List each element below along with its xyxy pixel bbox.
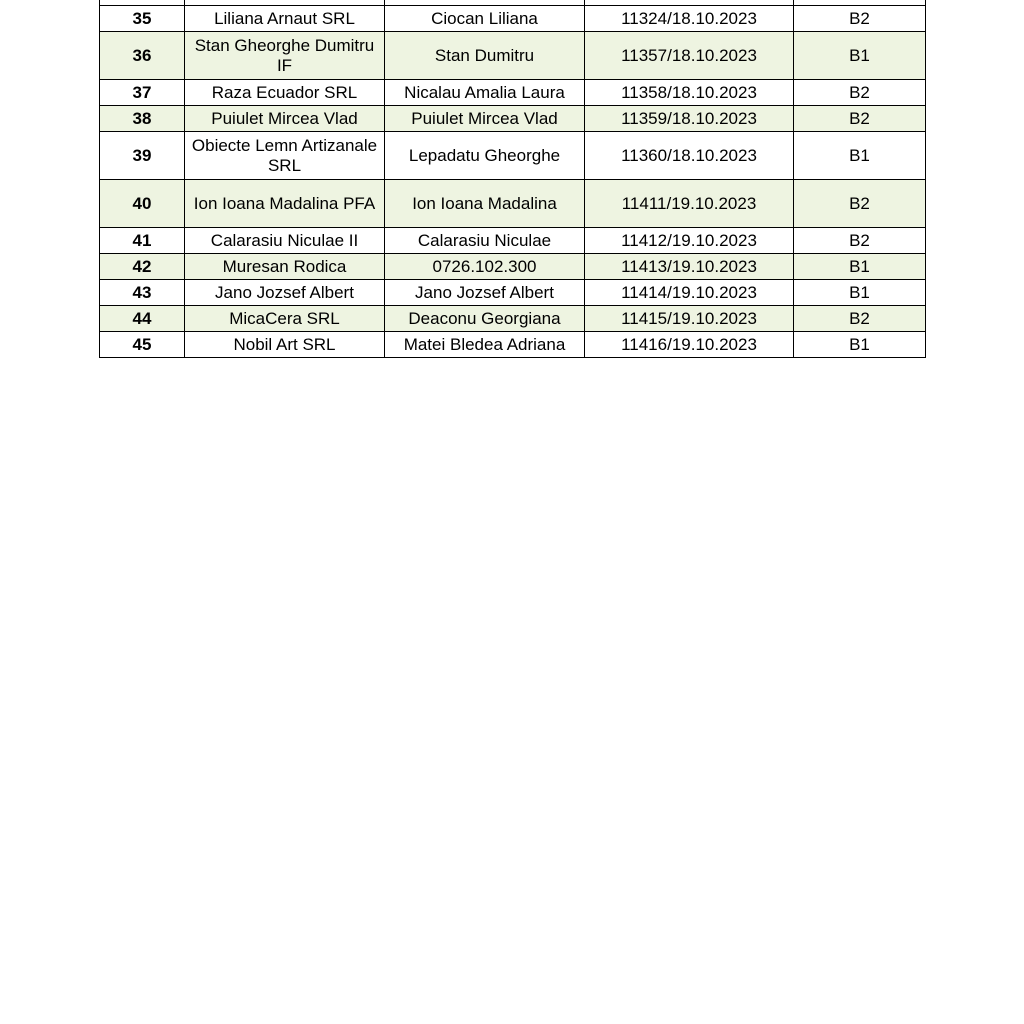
contact-person-cell: Jano Jozsef Albert: [385, 280, 585, 306]
company-name-cell: MicaCera SRL: [185, 306, 385, 332]
registration-number-cell: 11415/19.10.2023: [585, 306, 794, 332]
table-row: [100, 32, 926, 80]
registry-table: [99, 0, 926, 358]
registration-number-cell: 11360/18.10.2023: [585, 132, 794, 180]
row-number-cell: 41: [100, 228, 185, 254]
company-name-cell: Nobil Art SRL: [185, 332, 385, 358]
row-number-cell: 38: [100, 106, 185, 132]
registration-number-cell: 11357/18.10.2023: [585, 32, 794, 80]
contact-person-cell: Ciocan Liliana: [385, 6, 585, 32]
row-number-cell: 43: [100, 280, 185, 306]
category-cell: B2: [794, 106, 926, 132]
company-name-cell: Stan Gheorghe Dumitru IF: [185, 32, 385, 80]
contact-person-cell: Calarasiu Niculae: [385, 228, 585, 254]
contact-person-cell: Matei Bledea Adriana: [385, 332, 585, 358]
row-number-cell: 45: [100, 332, 185, 358]
table-row: [100, 332, 926, 358]
row-number-cell: 39: [100, 132, 185, 180]
row-number-cell: 36: [100, 32, 185, 80]
category-cell: B1: [794, 332, 926, 358]
contact-person-cell: 0726.102.300: [385, 254, 585, 280]
company-name-cell: Jano Jozsef Albert: [185, 280, 385, 306]
row-number-cell: 40: [100, 180, 185, 228]
category-cell: B1: [794, 32, 926, 80]
category-cell: B2: [794, 80, 926, 106]
contact-person-cell: Lepadatu Gheorghe: [385, 132, 585, 180]
company-name-cell: Ion Ioana Madalina PFA: [185, 180, 385, 228]
category-cell: B2: [794, 306, 926, 332]
contact-person-cell: Puiulet Mircea Vlad: [385, 106, 585, 132]
company-name-cell: Puiulet Mircea Vlad: [185, 106, 385, 132]
company-name-cell: Liliana Arnaut SRL: [185, 6, 385, 32]
registration-number-cell: 11413/19.10.2023: [585, 254, 794, 280]
row-number-cell: 35: [100, 6, 185, 32]
contact-person-cell: Deaconu Georgiana: [385, 306, 585, 332]
contact-person-cell: Nicalau Amalia Laura: [385, 80, 585, 106]
registration-number-cell: 11324/18.10.2023: [585, 6, 794, 32]
registration-number-cell: 11414/19.10.2023: [585, 280, 794, 306]
table-row: [100, 306, 926, 332]
category-cell: B2: [794, 180, 926, 228]
registration-number-cell: 11412/19.10.2023: [585, 228, 794, 254]
table-row: [100, 80, 926, 106]
table-row: [100, 228, 926, 254]
table-row: [100, 106, 926, 132]
row-number-cell: 44: [100, 306, 185, 332]
company-name-cell: Calarasiu Niculae II: [185, 228, 385, 254]
registration-number-cell: 11411/19.10.2023: [585, 180, 794, 228]
registration-number-cell: 11358/18.10.2023: [585, 80, 794, 106]
category-cell: B1: [794, 280, 926, 306]
table-row: [100, 254, 926, 280]
table-row: [100, 6, 926, 32]
registration-number-cell: 11416/19.10.2023: [585, 332, 794, 358]
table-row: [100, 132, 926, 180]
category-cell: B1: [794, 132, 926, 180]
table-row: [100, 180, 926, 228]
contact-person-cell: Stan Dumitru: [385, 32, 585, 80]
company-name-cell: Obiecte Lemn Artizanale SRL: [185, 132, 385, 180]
company-name-cell: Raza Ecuador SRL: [185, 80, 385, 106]
category-cell: B1: [794, 254, 926, 280]
row-number-cell: 37: [100, 80, 185, 106]
category-cell: B2: [794, 6, 926, 32]
category-cell: B2: [794, 228, 926, 254]
registration-number-cell: 11359/18.10.2023: [585, 106, 794, 132]
row-number-cell: 42: [100, 254, 185, 280]
company-name-cell: Muresan Rodica: [185, 254, 385, 280]
table-row: [100, 280, 926, 306]
registry-table-body: [100, 0, 926, 358]
contact-person-cell: Ion Ioana Madalina: [385, 180, 585, 228]
